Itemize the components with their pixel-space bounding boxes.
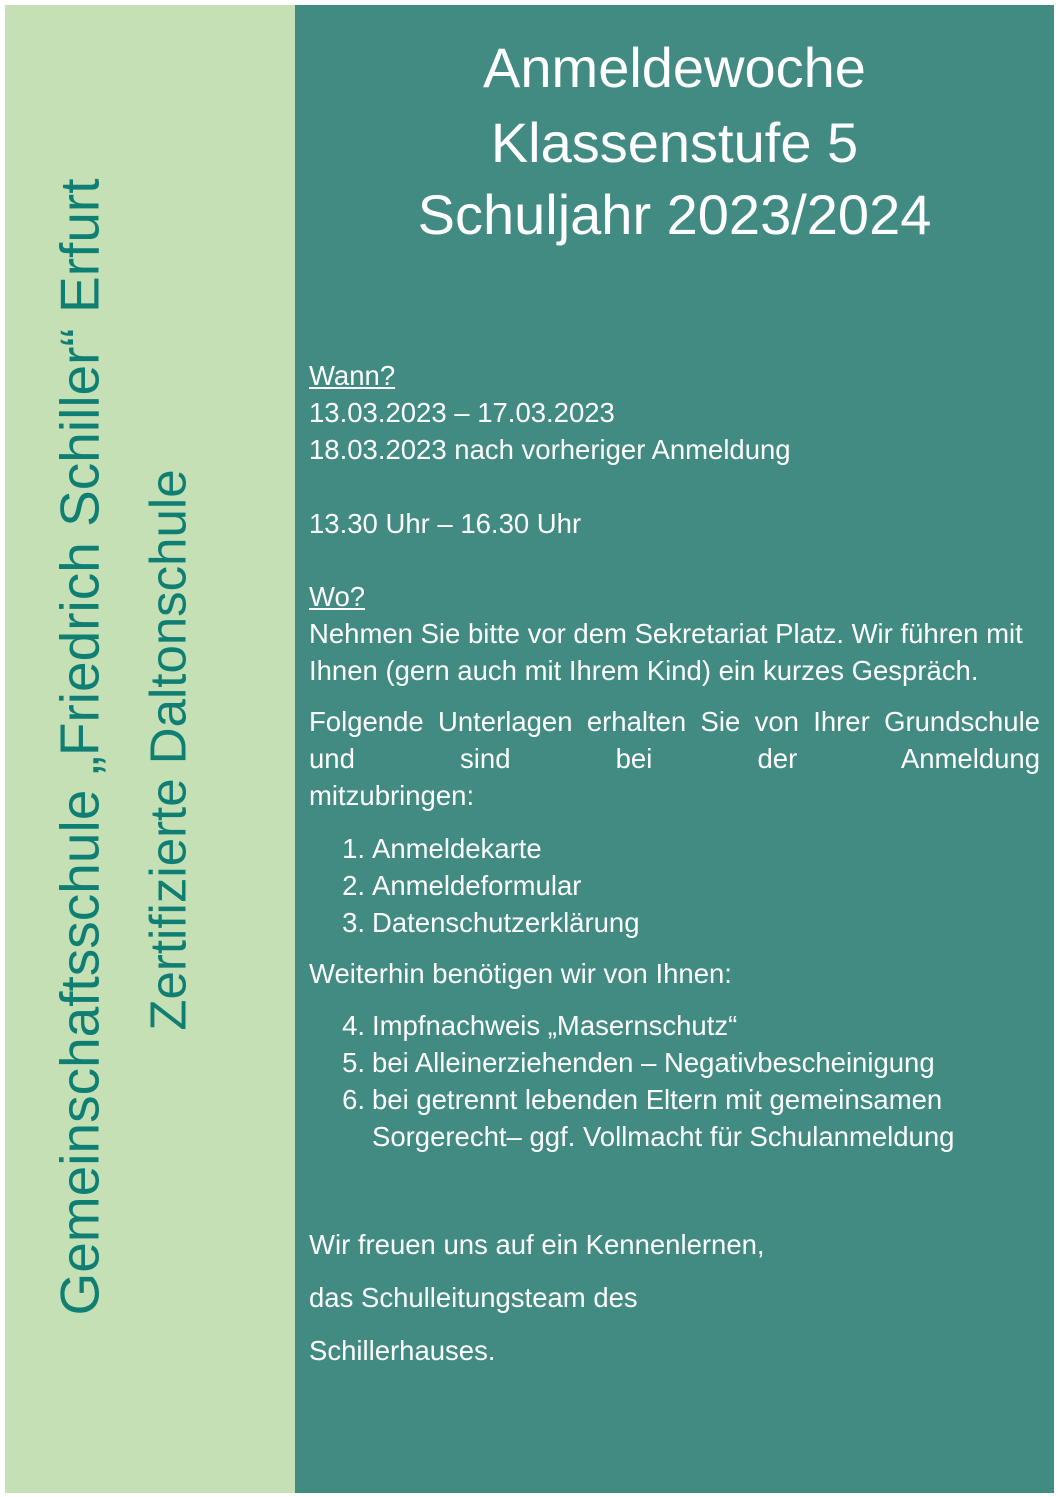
list-item	[309, 1081, 1040, 1155]
closing-line-3: Schillerhauses.	[309, 1335, 496, 1366]
additional-list	[309, 1007, 1040, 1155]
flyer	[5, 5, 1054, 1493]
when-time: 13.30 Uhr – 16.30 Uhr	[309, 508, 582, 539]
documents-list	[309, 830, 1040, 941]
list-item	[309, 904, 1040, 941]
content	[309, 357, 1040, 1369]
list-number: 2.	[342, 870, 365, 901]
list-number: 1.	[342, 833, 365, 864]
list-text: Impfnachweis „Masernschutz“	[372, 1010, 738, 1041]
certification-label: Zertifizierte Daltonschule	[139, 469, 197, 1031]
title-line-3: Schuljahr 2023/2024	[417, 183, 932, 246]
documents-intro-end: mitzubringen:	[309, 780, 475, 811]
list-number: 6.	[342, 1084, 365, 1115]
list-item	[309, 1044, 1040, 1081]
list-item	[309, 1007, 1040, 1044]
additional-intro: Weiterhin benötigen wir von Ihnen:	[309, 958, 732, 989]
closing-line-2: das Schulleitungsteam des	[309, 1282, 638, 1313]
list-item	[309, 830, 1040, 867]
sidebar	[5, 5, 295, 1493]
title-line-1: Anmeldewoche	[483, 36, 866, 99]
list-text: Datenschutzerklärung	[372, 907, 640, 938]
list-item	[309, 867, 1040, 904]
title-line-2: Klassenstufe 5	[490, 111, 859, 174]
where-text: Nehmen Sie bitte vor dem Sekretariat Platz. Wir führen mit Ihnen (gern auch mit Ihrem Kind) ein kurzes Gespräch.	[309, 618, 1023, 686]
list-text: bei getrennt lebenden Eltern mit gemeinsamen Sorgerecht– ggf. Vollmacht für Schulanmeldung	[372, 1084, 955, 1152]
school-name: Gemeinschaftsschule „Friedrich Schiller“ Erfurt	[48, 178, 111, 1316]
list-number: 5.	[342, 1047, 365, 1078]
when-dates: 13.03.2023 – 17.03.2023	[309, 397, 615, 428]
when-extra-date: 18.03.2023 nach vorheriger Anmeldung	[309, 434, 791, 465]
list-text: bei Alleinerziehenden – Negativbescheinigung	[372, 1047, 935, 1078]
main-panel	[295, 5, 1054, 1493]
list-text: Anmeldekarte	[372, 833, 542, 864]
list-text: Anmeldeformular	[372, 870, 582, 901]
documents-intro: Folgende Unterlagen erhalten Sie von Ihrer Grundschule und sind bei der Anmeldung	[309, 706, 1040, 774]
list-number: 3.	[342, 907, 365, 938]
when-heading: Wann?	[309, 360, 396, 391]
closing-line-1: Wir freuen uns auf ein Kennenlernen,	[309, 1229, 765, 1260]
list-number: 4.	[342, 1010, 365, 1041]
where-heading: Wo?	[309, 581, 366, 612]
